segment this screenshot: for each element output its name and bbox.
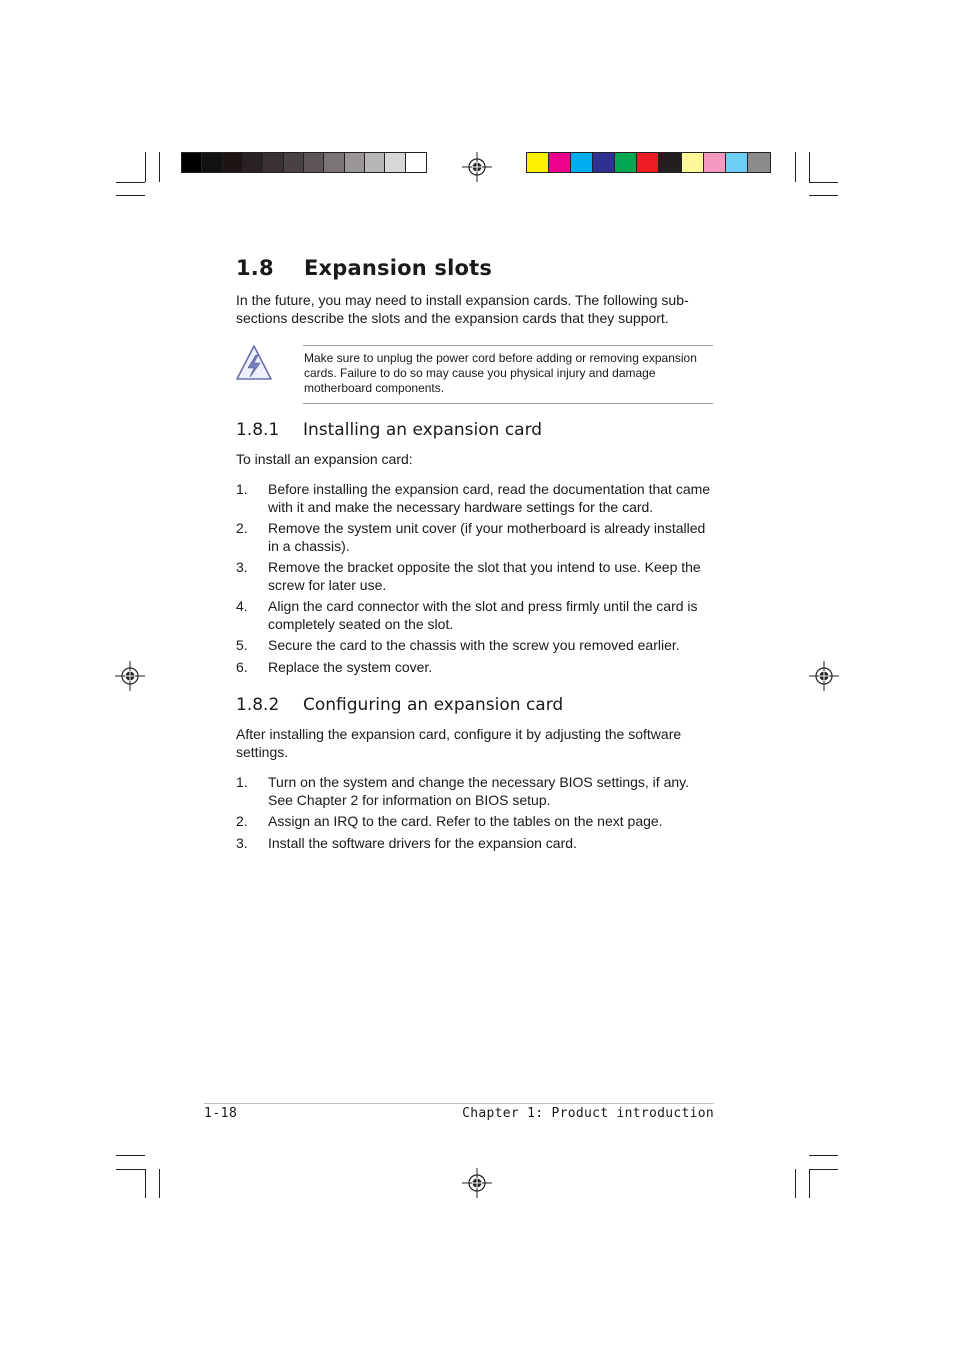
page-number: 1-18 (204, 1106, 238, 1121)
crop-mark (116, 1155, 145, 1156)
crop-mark (809, 1169, 810, 1198)
warning-note (303, 345, 713, 404)
color-swatch (365, 153, 385, 172)
color-swatch (571, 153, 593, 172)
subsection-number: 1.8.1 (236, 420, 280, 440)
chapter-title: Chapter 1: Product introduction (462, 1106, 714, 1121)
subsection-heading-configuring (236, 695, 563, 715)
color-swatch (682, 153, 704, 172)
color-swatch (549, 153, 571, 172)
color-swatch (263, 153, 283, 172)
crop-mark (809, 152, 810, 182)
warning-lightning-icon (235, 344, 273, 382)
list-item: 1. Before installing the expansion card, read the documentation that came with it and make the necessary hardware settings for the card. (236, 481, 711, 515)
list-item: 3. Remove the bracket opposite the slot that you intend to use. Keep the screw for later use. (236, 559, 701, 593)
list-item: 2. Assign an IRQ to the card. Refer to the tables on the next page. (236, 813, 663, 829)
registration-target-icon (809, 661, 839, 691)
section-title: Expansion slots (304, 256, 493, 280)
crop-mark (809, 1169, 838, 1170)
crop-mark (795, 152, 796, 182)
subsection-lead: To install an expansion card: (236, 451, 413, 467)
color-swatch (593, 153, 615, 172)
color-swatch (748, 153, 770, 172)
crop-mark (159, 1169, 160, 1198)
crop-mark (116, 195, 145, 196)
list-item: 6. Replace the system cover. (236, 658, 433, 675)
crop-mark (145, 152, 146, 182)
section-intro: In the future, you may need to install expansion cards. The following sub-sections describe the slots and the expansion cards that they support. (236, 292, 689, 326)
color-swatch (223, 153, 243, 172)
color-swatch (385, 153, 405, 172)
list-item: 2. Remove the system unit cover (if your motherboard is already installed in a chassis). (236, 520, 706, 554)
subsection-lead: After installing the expansion card, configure it by adjusting the software settings. (236, 726, 682, 760)
subsection-heading-installing (236, 420, 542, 440)
list-item: 3. Install the software drivers for the expansion card. (236, 834, 577, 851)
subsection-title: Configuring an expansion card (303, 695, 564, 715)
color-swatch (726, 153, 748, 172)
configure-steps-list (236, 774, 716, 856)
crop-mark (159, 152, 160, 182)
crop-mark (809, 1155, 838, 1156)
crop-mark (145, 1169, 146, 1198)
color-swatch (345, 153, 365, 172)
crop-mark (116, 1169, 145, 1170)
crop-mark (809, 182, 838, 183)
install-steps-list (236, 481, 716, 680)
footer-rule (204, 1103, 714, 1104)
crop-mark (116, 182, 145, 183)
grayscale-swatch-bar (181, 152, 427, 173)
color-swatch (243, 153, 263, 172)
list-item: 5. Secure the card to the chassis with the screw you removed earlier. (236, 637, 680, 653)
color-swatch (284, 153, 304, 172)
crop-mark (795, 1169, 796, 1198)
color-swatch (615, 153, 637, 172)
color-swatch (637, 153, 659, 172)
color-swatch (202, 153, 222, 172)
list-item: 1. Turn on the system and change the necessary BIOS settings, if any. See Chapter 2 for information on BIOS setup. (236, 774, 689, 808)
crop-mark (809, 195, 838, 196)
section-heading (236, 256, 492, 280)
section-number: 1.8 (236, 256, 274, 280)
list-item: 4. Align the card connector with the slot and press firmly until the card is completely seated on the slot. (236, 598, 698, 632)
subsection-title: Installing an expansion card (303, 420, 543, 440)
color-swatch (406, 153, 426, 172)
registration-target-icon (115, 661, 145, 691)
color-swatch (324, 153, 344, 172)
color-swatch-bar (526, 152, 771, 173)
registration-target-icon (462, 1168, 492, 1198)
color-swatch (659, 153, 681, 172)
warning-text: Make sure to unplug the power cord before adding or removing expansion cards. Failure to do so may cause you physical injury and damage motherboard components. (304, 351, 697, 395)
color-swatch (704, 153, 726, 172)
color-swatch (527, 153, 549, 172)
color-swatch (182, 153, 202, 172)
subsection-number: 1.8.2 (236, 695, 280, 715)
registration-target-icon (462, 152, 492, 182)
color-swatch (304, 153, 324, 172)
